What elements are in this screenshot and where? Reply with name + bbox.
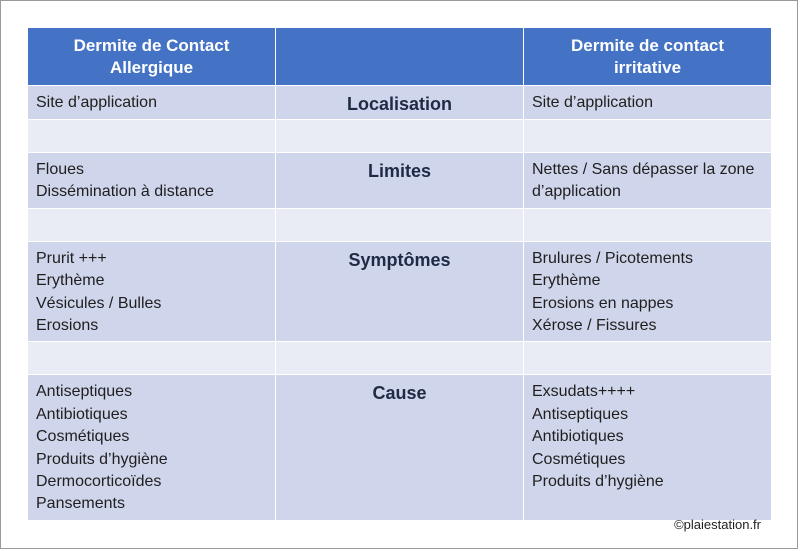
irritative-localisation [524, 86, 771, 118]
list-item: Xérose / Fissures [532, 317, 657, 335]
list-item: Erosions en nappes [532, 294, 674, 312]
irritative-cause [524, 375, 771, 497]
list-item: Produits d’hygiène [532, 473, 664, 491]
category-symptomes: Symptômes [348, 249, 451, 270]
list-item: Brulures / Picotements [532, 249, 693, 267]
list-item: Antiseptiques [36, 383, 133, 401]
list-item: Erythème [36, 272, 105, 290]
table-row-localisation [28, 86, 772, 120]
list-item: Dissémination à distance [36, 183, 214, 201]
irritative-symptomes [524, 242, 771, 342]
list-item: Antiseptiques [532, 405, 629, 423]
spacer-row [28, 208, 772, 241]
spacer-row [28, 120, 772, 153]
irritative-limites [524, 153, 771, 208]
allergic-localisation [28, 86, 275, 118]
comparison-table [27, 27, 772, 521]
spacer-row [28, 342, 772, 375]
list-item: Dermocorticoïdes [36, 473, 162, 491]
list-item: Exsudats++++ [532, 383, 636, 401]
list-item: Vésicules / Bulles [36, 294, 162, 312]
header-irritative-line1: Dermite de contact [570, 35, 725, 55]
allergic-cause [28, 375, 275, 519]
list-item: Erythème [532, 272, 601, 290]
list-item: Pansements [36, 495, 125, 513]
list-item: Antibiotiques [36, 405, 128, 423]
list-item: Floues [36, 161, 85, 178]
header-allergic [28, 28, 276, 86]
header-allergic-line1: Dermite de Contact [73, 35, 230, 55]
allergic-limites [28, 153, 275, 208]
list-item: Site d’application [532, 94, 653, 111]
header-allergic-line2: Allergique [109, 57, 194, 77]
header-irritative [524, 28, 772, 86]
table-row-limites [28, 153, 772, 209]
table-row-symptomes [28, 241, 772, 342]
list-item: Nettes / Sans dépasser la zone d’application [532, 161, 755, 201]
list-item: Erosions [36, 317, 99, 335]
category-localisation: Localisation [346, 94, 453, 114]
header-middle [276, 28, 524, 86]
list-item: Site d’application [36, 94, 157, 111]
table-header-row [28, 28, 772, 86]
table-row-cause [28, 375, 772, 520]
header-irritative-line2: irritative [613, 57, 682, 77]
category-cause: Cause [372, 383, 427, 404]
list-item: Prurit +++ [36, 249, 107, 267]
allergic-symptomes [28, 242, 275, 342]
category-limites: Limites [367, 161, 432, 181]
list-item: Cosmétiques [36, 428, 130, 446]
list-item: Cosmétiques [532, 450, 626, 468]
list-item: Produits d’hygiène [36, 450, 168, 468]
copyright-text: ©plaiestation.fr [674, 517, 761, 532]
list-item: Antibiotiques [532, 428, 624, 446]
